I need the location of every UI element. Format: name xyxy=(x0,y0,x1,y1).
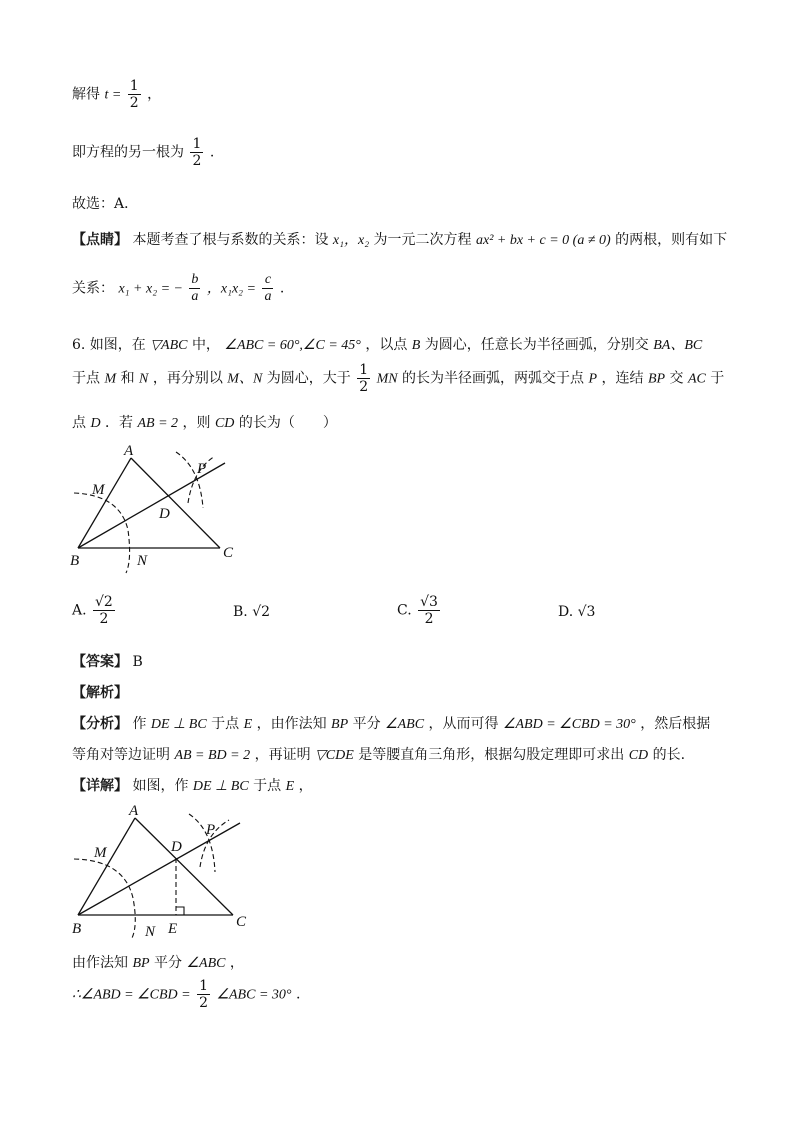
text: 为圆心，大于 xyxy=(266,370,351,387)
question-line-3 xyxy=(72,412,337,432)
math: ax² + bx + c = 0 (a ≠ 0) xyxy=(475,233,611,248)
text: ，由作法知 xyxy=(256,716,327,732)
math: ▽ABC xyxy=(150,338,188,353)
ray-bp xyxy=(78,823,240,915)
text: ．若 xyxy=(105,415,134,431)
math: M、N xyxy=(227,371,263,387)
text: 是等腰直角三角形，根据勾股定理即可求出 xyxy=(358,747,625,763)
fraction xyxy=(189,272,200,305)
math: AB = BD = 2 xyxy=(174,748,251,763)
question-figure xyxy=(62,440,242,575)
math: MN xyxy=(376,371,398,387)
option-c[interactable] xyxy=(397,594,442,627)
fraction xyxy=(93,594,115,627)
side-ac xyxy=(131,458,220,548)
option-label: C. xyxy=(397,602,412,619)
text: ， xyxy=(147,86,162,103)
fraction-denominator: a xyxy=(191,289,199,304)
text: 故选：A． xyxy=(72,196,139,212)
jiexi-tag: 【解析】 xyxy=(72,685,128,701)
text: 于 xyxy=(710,370,725,387)
option-a[interactable] xyxy=(72,594,117,627)
math: AC xyxy=(687,371,706,387)
fraction-numerator: √2 xyxy=(95,594,113,610)
text: 关系： xyxy=(72,280,114,297)
math: CD xyxy=(628,748,649,763)
dianjing-line xyxy=(72,229,727,249)
label-d: D xyxy=(159,506,170,522)
choice-line xyxy=(72,193,138,213)
text: 点 xyxy=(72,415,86,431)
fraction xyxy=(190,136,203,169)
text: ，从而可得 xyxy=(428,716,499,732)
math: BP xyxy=(647,371,666,387)
text: 解得 xyxy=(72,86,100,103)
math: D xyxy=(90,416,101,431)
option-label: A. xyxy=(72,602,87,619)
text: 等角对等边证明 xyxy=(72,747,170,763)
fraction-numerator: b xyxy=(191,272,199,287)
dianjing-tag: 【点睛】 xyxy=(72,232,128,248)
final-line-1 xyxy=(72,952,244,972)
option-d[interactable] xyxy=(558,604,595,620)
math: ∴∠ABD = ∠CBD = xyxy=(72,987,191,1003)
text: 的长为半径画弧，两弧交于点 xyxy=(402,370,585,387)
relation-line xyxy=(72,272,284,305)
fraction-denominator: 2 xyxy=(424,611,434,627)
math: ∠ABC = 60°,∠C = 45° xyxy=(224,338,361,353)
text: 平分 xyxy=(352,716,381,732)
text: 如图，作 xyxy=(132,778,189,794)
math: ∠ABC xyxy=(385,717,425,732)
math: M xyxy=(104,371,117,387)
label-a: A xyxy=(129,803,139,819)
math: DE ⊥ BC xyxy=(150,717,207,732)
text: ，则 xyxy=(182,415,211,431)
xiangjie-line xyxy=(72,775,313,795)
text: 于点 xyxy=(72,370,100,387)
fraction-numerator: 1 xyxy=(129,78,139,94)
text: 为圆心，任意长为半径画弧，分别交 xyxy=(424,337,649,353)
label-b: B xyxy=(70,553,80,569)
text: ，再证明 xyxy=(254,747,311,763)
text: ，以点 xyxy=(365,337,408,353)
text: 为一元二次方程 xyxy=(373,232,472,248)
final-line-2 xyxy=(72,978,300,1011)
text: 于点 xyxy=(253,778,282,794)
label-m: M xyxy=(92,482,105,498)
label-m: M xyxy=(94,845,107,861)
solution-line-2 xyxy=(72,136,214,169)
fraction-numerator: 1 xyxy=(192,136,202,152)
math: E xyxy=(285,779,295,794)
math: ，x₁x₂ = xyxy=(206,281,256,297)
fraction-numerator: 1 xyxy=(199,978,208,994)
math: B xyxy=(411,338,421,353)
text: 的长为（ ） xyxy=(238,415,337,431)
label-b: B xyxy=(72,921,82,937)
answer-value: B xyxy=(132,654,143,670)
text: 本题考查了根与系数的关系：设 xyxy=(132,232,329,248)
jiexi-line xyxy=(72,682,128,702)
text: 的长. xyxy=(652,747,686,763)
xiangjie-tag: 【详解】 xyxy=(72,778,128,794)
option-value: √2 xyxy=(252,604,271,620)
fraction xyxy=(357,362,370,395)
arc-mn xyxy=(74,493,130,573)
fraction xyxy=(128,78,141,111)
answer-line xyxy=(72,651,143,671)
question-line-2 xyxy=(72,362,724,395)
fenxi-line-2 xyxy=(72,744,685,764)
fraction-numerator: √3 xyxy=(420,594,438,610)
math: BA、BC xyxy=(653,338,703,353)
text: . xyxy=(295,986,301,1003)
math: BP xyxy=(331,717,349,732)
fraction xyxy=(418,594,440,627)
text: 作 xyxy=(132,716,147,732)
math: ∠ABD = ∠CBD = 30° xyxy=(502,717,636,732)
fraction-denominator: 2 xyxy=(192,153,202,169)
text: ， xyxy=(229,955,244,971)
math: AB = 2 xyxy=(137,416,179,431)
text: ，再分别以 xyxy=(152,370,223,387)
side-ab xyxy=(78,458,131,548)
math: t = xyxy=(104,87,122,103)
math: E xyxy=(243,717,253,732)
fraction-denominator: 2 xyxy=(129,95,139,111)
fraction xyxy=(262,272,273,305)
fenxi-line-1 xyxy=(72,713,710,733)
label-c: C xyxy=(223,545,234,561)
side-ab xyxy=(78,818,135,915)
math: x₁ + x₂ = − xyxy=(118,281,183,297)
math: ∠ABC xyxy=(186,956,226,971)
text: 中， xyxy=(191,337,220,353)
text: 由作法知 xyxy=(72,955,128,971)
right-angle-mark xyxy=(176,907,184,915)
text: 平分 xyxy=(154,955,183,971)
fenxi-tag: 【分析】 xyxy=(72,716,128,732)
text: ，然后根据 xyxy=(640,716,711,732)
math: BP xyxy=(132,956,150,971)
option-label: B. xyxy=(233,604,248,620)
math: ▽CDE xyxy=(315,748,354,763)
text: . xyxy=(209,144,215,161)
solution-line-1 xyxy=(72,78,161,111)
fraction-numerator: 1 xyxy=(359,362,369,378)
text: ，连结 xyxy=(601,370,644,387)
question-line-1 xyxy=(72,334,702,354)
fraction-numerator: c xyxy=(262,272,273,289)
math: N xyxy=(139,371,149,387)
text: 即方程的另一根为 xyxy=(72,144,184,161)
text: . xyxy=(279,280,285,297)
label-c: C xyxy=(236,914,247,930)
label-p: P xyxy=(206,822,216,838)
text: 交 xyxy=(669,370,684,387)
text: 6. 如图，在 xyxy=(72,337,146,353)
option-label: D. xyxy=(558,604,574,620)
answer-tag: 【答案】 xyxy=(72,654,128,670)
label-p: P xyxy=(197,461,207,477)
math: CD xyxy=(214,416,235,431)
text: 和 xyxy=(120,370,135,387)
label-a: A xyxy=(124,443,134,459)
fraction-denominator: 2 xyxy=(99,611,109,627)
fraction-denominator: 2 xyxy=(359,379,369,395)
label-d: D xyxy=(171,839,182,855)
label-n: N xyxy=(137,553,148,569)
fraction-denominator: 2 xyxy=(199,995,208,1011)
label-n: N xyxy=(145,924,156,940)
label-e: E xyxy=(168,921,178,937)
fraction xyxy=(197,978,210,1011)
math: ∠ABC = 30° xyxy=(216,987,292,1003)
option-value: √3 xyxy=(577,604,596,620)
text: 的两根，则有如下 xyxy=(615,232,728,248)
fraction-denominator: a xyxy=(264,289,272,304)
text: ， xyxy=(298,778,313,794)
side-ac xyxy=(135,818,233,915)
math: x₁，x₂ xyxy=(332,233,370,248)
option-b[interactable] xyxy=(233,604,270,620)
text: 于点 xyxy=(211,716,240,732)
solution-figure xyxy=(62,798,262,940)
math: P xyxy=(588,371,598,387)
math: DE ⊥ BC xyxy=(192,779,249,794)
